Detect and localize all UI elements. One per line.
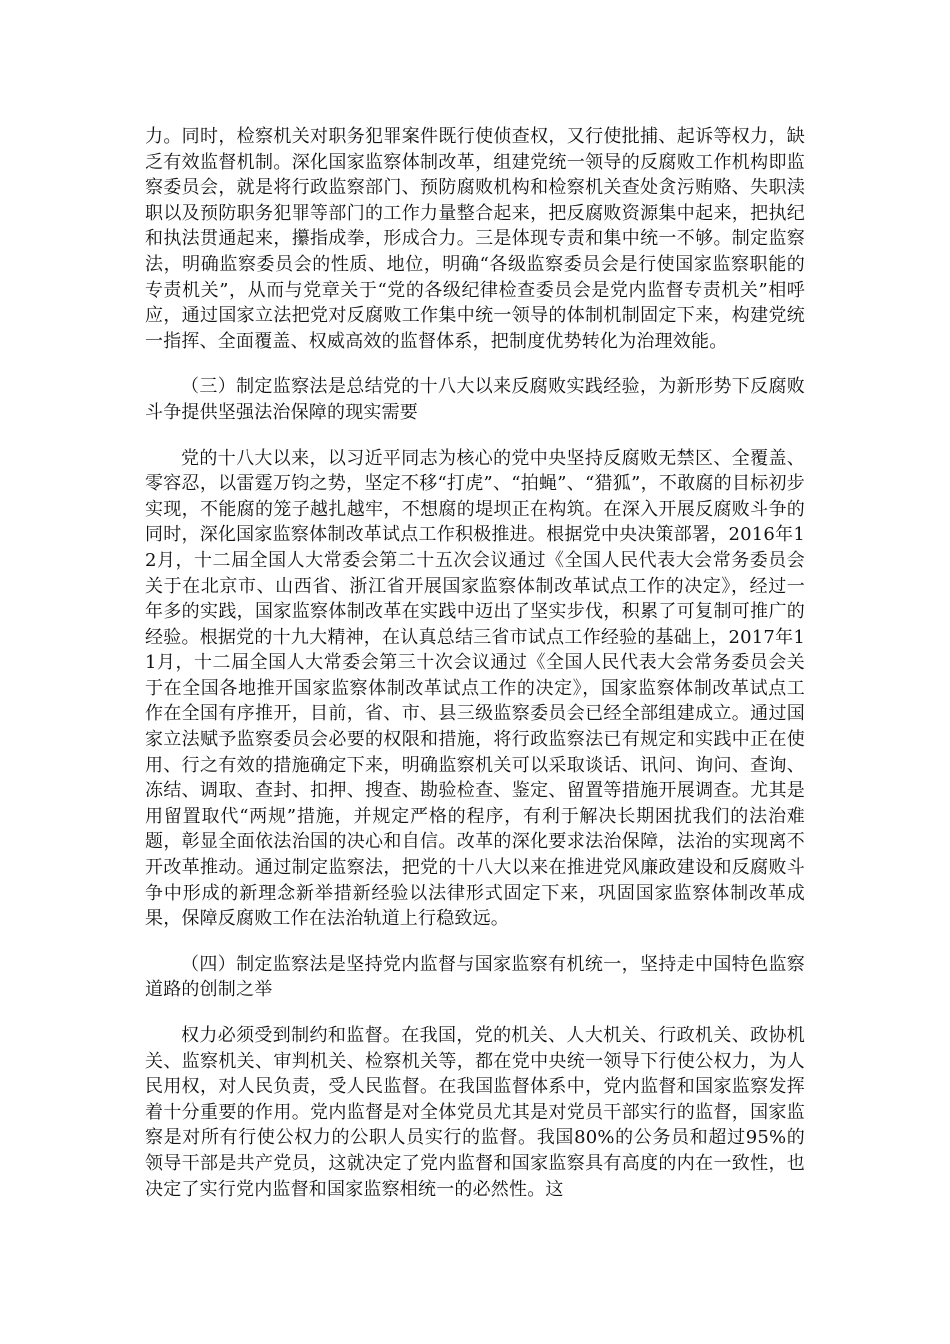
body-paragraph-3: 权力必须受到制约和监督。在我国，党的机关、人大机关、行政机关、政协机关、监察机关、审判机关、检察机关等，都在党中央统一领导下行使公权力，为人民用权，对人民负责，受人民监督。在我国监督体系中，党内监督和国家监察发挥着十分重要的作用。党内监督是对全体党员尤其是对党员干部实行的监督，国家监察是对所有行使公权力的公职人员实行的监督。我国80%的公务员和超过95%的领导干部是共产党员，这就决定了党内监督和国家监察具有高度的内在一致性，也决定了实行党内监督和国家监察相统一的必然性。这 — [145, 1025, 805, 1200]
body-paragraph-2: 党的十八大以来，以习近平同志为核心的党中央坚持反腐败无禁区、全覆盖、零容忍，以雷霆万钧之势，坚定不移“打虎”、“拍蝇”、“猎狐”，不敢腐的目标初步实现，不能腐的笼子越扎越牢，不想腐的堤坝正在构筑。在深入开展反腐败斗争的同时，深化国家监察体制改革试点工作积极推进。根据党中央决策部署，2016年12月，十二届全国人大常委会第二十五次会议通过《全国人民代表大会常务委员会关于在北京市、山西省、浙江省开展国家监察体制改革试点工作的决定》，经过一年多的实践，国家监察体制改革在实践中迈出了坚实步伐，积累了可复制可推广的经验。根据党的十九大精神，在认真总结三省市试点工作经验的基础上，2017年11月，十二届全国人大常委会第三十次会议通过《全国人民代表大会常务委员会关于在全国各地推开国家监察体制改革试点工作的决定》，国家监察体制改革试点工作在全国有序推开，目前，省、市、县三级监察委员会已经全部组建成立。通过国家立法赋予监察委员会必要的权限和措施，将行政监察法已有规定和实践中正在使用、行之有效的措施确定下来，明确监察机关可以采取谈话、讯问、询问、查询、冻结、调取、查封、扣押、搜查、勘验检查、鉴定、留置等措施开展调查。尤其是用留置取代“两规”措施，并规定严格的程序，有利于解决长期困扰我们的法治难题，彰显全面依法治国的决心和自信。改革的深化要求法治保障，法治的实现离不开改革推动。通过制定监察法，把党的十八大以来在推进党风廉政建设和反腐败斗争中形成的新理念新举措新经验以法律形式固定下来，巩固国家监察体制改革成果，保障反腐败工作在法治轨道上行稳致远。 — [145, 447, 805, 930]
section-heading-3: （三）制定监察法是总结党的十八大以来反腐败实践经验，为新形势下反腐败斗争提供坚强法治保障的现实需要 — [145, 376, 805, 423]
section-heading-4: （四）制定监察法是坚持党内监督与国家监察有机统一，坚持走中国特色监察道路的创制之举 — [145, 953, 805, 1001]
body-paragraph-1: 力。同时，检察机关对职务犯罪案件既行使侦查权，又行使批捕、起诉等权力，缺乏有效监督机制。深化国家监察体制改革，组建党统一领导的反腐败工作机构即监察委员会，就是将行政监察部门、预防腐败机构和检察机关查处贪污贿赂、失职渎职以及预防职务犯罪等部门的工作力量整合起来，把反腐败资源集中起来，把执纪和执法贯通起来，攥指成拳，形成合力。三是体现专责和集中统一不够。制定监察法，明确监察委员会的性质、地位，明确“各级监察委员会是行使国家监察职能的专责机关”，从而与党章关于“党的各级纪律检查委员会是党内监督专责机关”相呼应，通过国家立法把党对反腐败工作集中统一领导的体制机制固定下来，构建党统一指挥、全面覆盖、权威高效的监督体系，把制度优势转化为治理效能。 — [145, 126, 805, 352]
document-body — [145, 124, 805, 1202]
